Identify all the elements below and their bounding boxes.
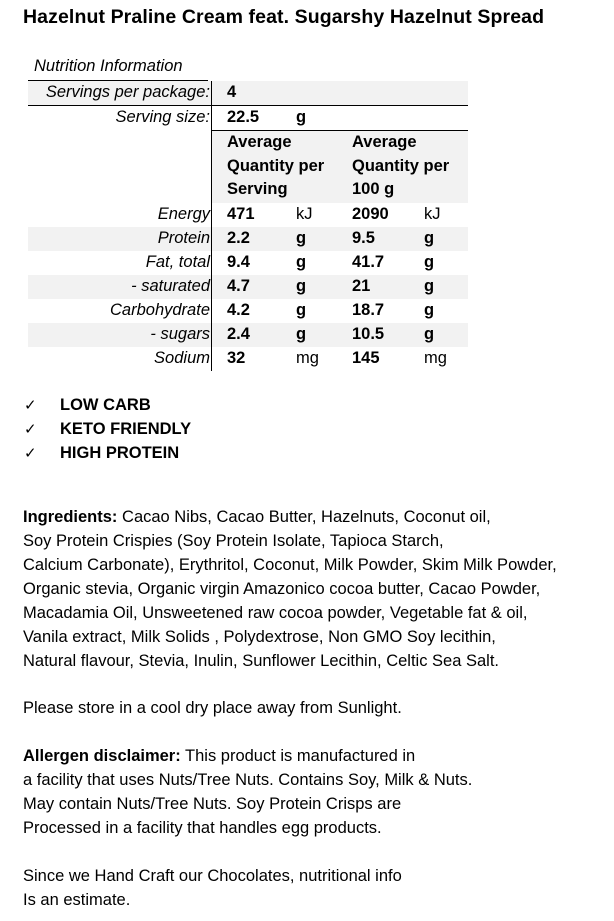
table-row [28, 275, 468, 299]
ingredients-line: Macadamia Oil, Unsweetened raw cocoa powder, Vegetable fat & oil, [23, 604, 528, 622]
col-100g-header-line: Average [352, 133, 417, 151]
check-mark-icon: ✓ [24, 421, 37, 438]
ingredients-block [23, 505, 557, 673]
per-serving-value: 32 [227, 349, 246, 367]
ingredients-label: Ingredients: [23, 508, 118, 526]
table-row [28, 299, 468, 323]
per-serving-unit: kJ [296, 205, 313, 223]
serving-size-unit: g [296, 108, 307, 126]
check-mark-icon: ✓ [24, 397, 37, 414]
claim-text: KETO FRIENDLY [60, 419, 192, 438]
servings-value: 4 [227, 83, 237, 101]
note-line: Since we Hand Craft our Chocolates, nutritional info [23, 867, 402, 885]
per-serving-unit: g [296, 253, 307, 271]
per-100g-unit: g [424, 301, 435, 319]
table-row [28, 251, 468, 275]
row-label: Protein [157, 229, 210, 247]
table-row [28, 347, 468, 371]
estimate-note [23, 864, 402, 912]
per-serving-value: 2.2 [227, 229, 250, 247]
serving-size-row [28, 106, 468, 130]
per-100g-unit: g [424, 229, 435, 247]
row-label: Sodium [154, 349, 210, 367]
per-100g-value: 41.7 [352, 253, 385, 271]
serving-size-value: 22.5 [227, 108, 260, 126]
col-100g-header-line: 100 g [352, 180, 395, 198]
allergen-line: May contain Nuts/Tree Nuts. Soy Protein Crisps are [23, 795, 402, 813]
per-serving-value: 471 [227, 205, 255, 223]
note-line: Is an estimate. [23, 891, 131, 909]
row-label: - sugars [150, 325, 210, 343]
ingredients-line: Organic stevia, Organic virgin Amazonico cocoa butter, Cacao Powder, [23, 580, 541, 598]
col-serving-header-line: Serving [227, 180, 288, 198]
row-label: Energy [157, 205, 210, 223]
column-divider [211, 81, 212, 371]
page-title: Hazelnut Praline Cream feat. Sugarshy Hazelnut Spread [23, 6, 545, 28]
storage-instructions: Please store in a cool dry place away from Sunlight. [23, 699, 402, 717]
allergen-block [23, 744, 472, 840]
row-label: - saturated [131, 277, 210, 295]
col-100g-header [352, 131, 449, 202]
per-100g-unit: mg [424, 349, 447, 367]
col-serving-header-line: Average [227, 133, 292, 151]
per-100g-unit: kJ [424, 205, 441, 223]
servings-label: Servings per package: [45, 83, 210, 101]
allergen-line: a facility that uses Nuts/Tree Nuts. Contains Soy, Milk & Nuts. [23, 771, 473, 789]
per-serving-value: 4.7 [227, 277, 250, 295]
list-item [24, 441, 191, 465]
table-row [28, 203, 468, 227]
per-100g-value: 2090 [352, 205, 389, 223]
per-serving-value: 9.4 [227, 253, 250, 271]
per-100g-unit: g [424, 253, 435, 271]
table-row [28, 227, 468, 251]
per-serving-unit: g [296, 277, 307, 295]
ingredients-line: Soy Protein Crispies (Soy Protein Isolate, Tapioca Starch, [23, 532, 444, 550]
nutrition-heading: Nutrition Information [34, 57, 183, 75]
ingredients-line: Vanila extract, Milk Solids , Polydextrose, Non GMO Soy lecithin, [23, 628, 496, 646]
per-100g-unit: g [424, 325, 435, 343]
ingredients-line: Cacao Nibs, Cacao Butter, Hazelnuts, Coconut oil, [117, 508, 491, 526]
claims-list [24, 393, 191, 465]
per-serving-unit: mg [296, 349, 319, 367]
per-100g-value: 21 [352, 277, 371, 295]
per-serving-value: 4.2 [227, 301, 250, 319]
servings-row [28, 81, 468, 105]
list-item [24, 417, 191, 441]
per-serving-unit: g [296, 229, 307, 247]
row-label: Fat, total [145, 253, 210, 271]
list-item [24, 393, 191, 417]
per-100g-value: 9.5 [352, 229, 375, 247]
allergen-line: This product is manufactured in [180, 747, 416, 765]
claim-text: LOW CARB [60, 395, 151, 414]
claim-text: HIGH PROTEIN [60, 443, 180, 462]
per-100g-value: 145 [352, 349, 380, 367]
per-serving-unit: g [296, 325, 307, 343]
row-label: Carbohydrate [110, 301, 210, 319]
check-mark-icon: ✓ [24, 445, 37, 462]
col-serving-header-line: Quantity per [227, 156, 325, 175]
per-serving-value: 2.4 [227, 325, 250, 343]
allergen-label: Allergen disclaimer: [23, 747, 181, 765]
per-100g-unit: g [424, 277, 435, 295]
per-serving-unit: g [296, 301, 307, 319]
col-100g-header-line: Quantity per [352, 156, 450, 175]
col-serving-header [227, 131, 324, 202]
allergen-line: Processed in a facility that handles egg products. [23, 819, 382, 837]
per-100g-value: 10.5 [352, 325, 385, 343]
ingredients-line: Calcium Carbonate), Erythritol, Coconut, Milk Powder, Skim Milk Powder, [23, 556, 557, 574]
ingredients-line: Natural flavour, Stevia, Inulin, Sunflower Lecithin, Celtic Sea Salt. [23, 652, 499, 670]
table-row [28, 323, 468, 347]
serving-size-label: Serving size: [115, 108, 210, 126]
per-100g-value: 18.7 [352, 301, 385, 319]
